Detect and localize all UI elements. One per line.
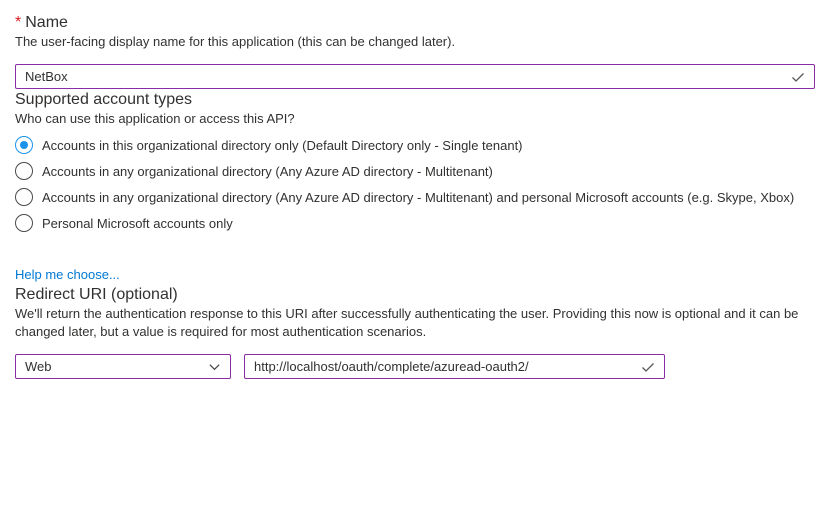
account-type-option-label: Accounts in any organizational directory (Any Azure AD directory - Multitenant) and personal Microsoft accounts (e.g. Skype, Xbox) (42, 189, 795, 205)
check-icon (790, 69, 806, 85)
name-input[interactable] (16, 65, 814, 88)
redirect-uri-row (15, 354, 815, 379)
required-asterisk: * (15, 14, 22, 31)
check-icon (640, 359, 656, 375)
name-section-title-text: Name (25, 14, 68, 31)
redirect-uri-input-field (244, 354, 665, 379)
account-type-radio-group (15, 136, 815, 232)
account-type-option-label: Accounts in this organizational directory only (Default Directory only - Single tenant) (42, 137, 523, 153)
name-input-field (15, 64, 815, 89)
name-description: The user-facing display name for this application (this can be changed later). (15, 34, 456, 49)
name-section-title (15, 12, 815, 33)
account-type-option[interactable] (15, 214, 815, 232)
redirect-uri-input[interactable] (245, 355, 664, 378)
account-type-option[interactable] (15, 162, 815, 180)
account-type-option[interactable] (15, 136, 815, 154)
redirect-uri-title: Redirect URI (optional) (15, 286, 178, 303)
platform-select-value: Web (25, 359, 52, 374)
account-types-title: Supported account types (15, 91, 193, 108)
account-type-option-label: Personal Microsoft accounts only (42, 215, 233, 231)
radio-button[interactable] (15, 136, 33, 154)
account-types-question: Who can use this application or access this API? (15, 111, 295, 126)
chevron-down-icon (207, 359, 222, 374)
radio-button[interactable] (15, 162, 33, 180)
help-me-choose-link[interactable]: Help me choose... (15, 267, 120, 282)
account-type-option[interactable] (15, 188, 815, 206)
radio-button[interactable] (15, 188, 33, 206)
redirect-uri-description: We'll return the authentication response to this URI after successfully authenticating the user. Providing this now is optional and it can be changed later, but a value is required for most authentication scenarios. (15, 306, 799, 339)
radio-button[interactable] (15, 214, 33, 232)
account-type-option-label: Accounts in any organizational directory (Any Azure AD directory - Multitenant) (42, 163, 493, 179)
platform-select[interactable] (15, 354, 231, 379)
